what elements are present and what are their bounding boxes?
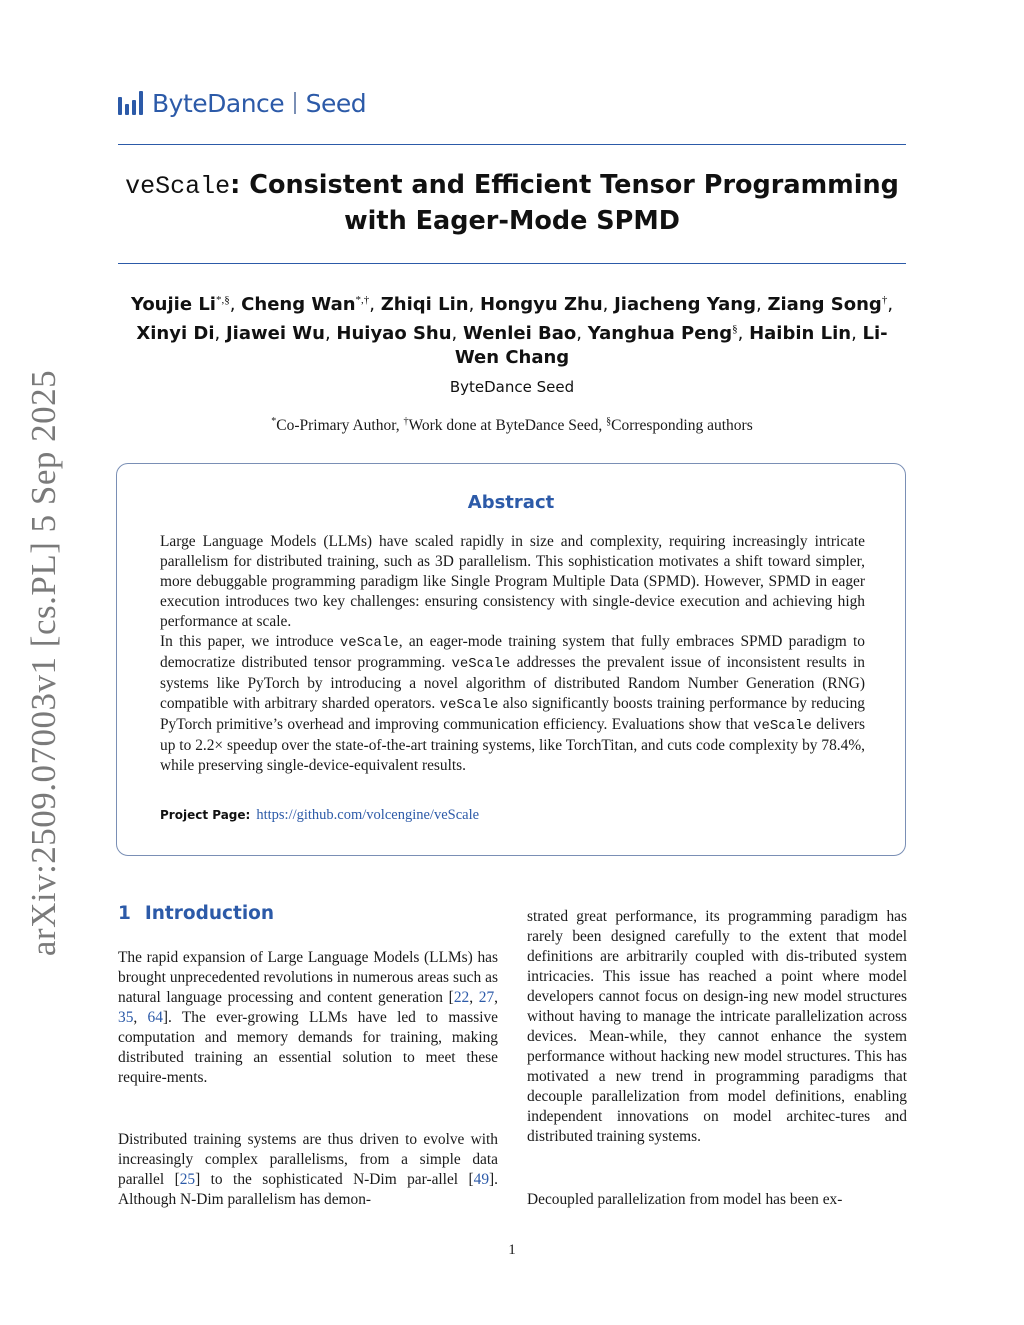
- intro-left-paragraph-2: Distributed training systems are thus driven to evolve with increasingly complex parallelisms, from a simple data parallel [25] to the sophisticated N-Dim par-allel [49]. Although N-Dim parallelism has demon-: [118, 1131, 498, 1208]
- title-line2: with Eager-Mode SPMD: [344, 206, 680, 236]
- logo-brand-text: ByteDance: [152, 88, 285, 118]
- author-name: Xinyi Di: [136, 323, 215, 344]
- title-line1-rest: : Consistent and Efficient Tensor Programming: [230, 170, 899, 200]
- author-affiliation-mark: §: [732, 323, 738, 335]
- intro-right-paragraph-1: strated great performance, its programming paradigm has rarely been designed carefully to the extent that model definitions are arbitrarily coupled with dis-tributed system intricacies. This issue has reached a point where model developers cannot focus on design-ing new model structures without having to manage the intricate parallelization across devices. Mean-while, they cannot enhance the system performance without hacking new model structures. This has motivated a new trend in programming paradigms that decouple parallelization from model definitions, enabling independent innovations on model architec-tures and distributed training systems.: [527, 908, 907, 1145]
- author-affiliation-mark: *,†: [355, 294, 370, 306]
- author-name: Li-Wen Chang: [454, 323, 888, 368]
- code-vescale: veScale: [339, 635, 399, 651]
- arxiv-identifier-stamp: arXiv:2509.07003v1 [cs.PL] 5 Sep 2025: [24, 369, 63, 957]
- author-name: Wenlei Bao: [463, 323, 577, 344]
- author-name: Jiawei Wu: [225, 323, 325, 344]
- author-name: Jiacheng Yang: [614, 294, 756, 315]
- abstract-heading: Abstract: [467, 492, 555, 513]
- section-number: 1: [118, 903, 131, 924]
- author-name: Yanghua Peng: [587, 323, 733, 344]
- bytedance-seed-logo: [118, 88, 366, 118]
- citation-link[interactable]: 64: [147, 1009, 163, 1026]
- note-text-3: Corresponding authors: [611, 417, 753, 435]
- page-number: 1: [508, 1242, 516, 1258]
- logo-separator: [294, 92, 296, 114]
- title-top-rule: [118, 144, 906, 145]
- citation-link[interactable]: 25: [179, 1171, 196, 1188]
- project-page-label: Project Page:: [160, 808, 251, 822]
- code-vescale: veScale: [753, 718, 812, 734]
- code-vescale: veScale: [451, 656, 511, 672]
- citation-link[interactable]: 49: [473, 1171, 490, 1188]
- author-list: Youjie Li*,§, Cheng Wan*,†, Zhiqi Lin, Hongyu Zhu, Jiacheng Yang, Ziang Song†, Xinyi Di, Jiawei Wu, Huiyao Shu, Wenlei Bao, Yanghua Peng§, Haibin Lin, Li-Wen Chang: [130, 294, 894, 368]
- project-page-link[interactable]: https://github.com/volcengine/veScale: [256, 807, 480, 823]
- note-text-2: Work done at ByteDance Seed,: [408, 417, 607, 435]
- abstract-paragraph-1: Large Language Models (LLMs) have scaled rapidly in size and complexity, requiring increasingly intricate parallelism for distributed training, such as 3D parallelism. This sophistication motivates a shift toward simpler, more debuggable programming paradigm like Single Program Multiple Data (SPMD). However, SPMD in eager execution introduces two key challenges: ensuring consistency with single-device execution and achieving high performance at scale.: [160, 533, 865, 630]
- title-bottom-rule: [118, 263, 906, 264]
- author-name: Cheng Wan: [241, 294, 356, 315]
- project-page-line: [160, 807, 479, 824]
- author-affiliation-mark: †: [881, 294, 888, 306]
- citation-link[interactable]: 35: [118, 1009, 134, 1026]
- abstract-box: [116, 463, 906, 856]
- section-heading-introduction: [118, 903, 274, 924]
- note-mark-1: *: [271, 416, 277, 427]
- citation-link[interactable]: 22: [453, 989, 470, 1006]
- code-vescale: veScale: [439, 697, 499, 713]
- author-name: Haibin Lin: [749, 323, 852, 344]
- title-system-name: veScale: [125, 172, 231, 201]
- author-footnotes: [118, 416, 906, 435]
- intro-left-paragraph-1: The rapid expansion of Large Language Models (LLMs) has brought unprecedented revolutions in numerous areas such as natural language processing and content generation [22, 27, 35, 64]. The ever-growing LLMs have led to massive computation and memory demands for training, making distributed training an essential solution to meet these require-ments.: [118, 949, 498, 1086]
- paper-title: [118, 168, 906, 238]
- intro-right-paragraph-2: Decoupled parallelization from model has been ex-: [527, 1191, 843, 1208]
- citation-link[interactable]: 27: [478, 989, 495, 1006]
- author-name: Hongyu Zhu: [480, 294, 603, 315]
- affiliation: ByteDance Seed: [449, 378, 575, 396]
- logo-bars-icon: [118, 91, 143, 115]
- abstract-paragraph-2: In this paper, we introduce veScale, an eager-mode training system that fully embraces SPMD paradigm to democratize distributed tensor programming. veScale addresses the prevalent issue of inconsistent results in systems like PyTorch by introducing a novel algorithm of distributed Random Number Generation (RNG) compatible with arbitrary sharded operators. veScale also significantly boosts training performance by reducing PyTorch primitive’s overhead and improving communication efficiency. Evaluations show that veScale delivers up to 2.2× speedup over the state-of-the-art training systems, like TorchTitan, and cuts code complexity by 78.4%, while preserving single-device-equivalent results.: [160, 633, 865, 774]
- note-mark-2: †: [403, 416, 409, 427]
- note-text-1: Co-Primary Author,: [276, 417, 404, 435]
- logo-sub-text: Seed: [305, 88, 367, 118]
- author-name: Huiyao Shu: [336, 323, 452, 344]
- author-name: Ziang Song: [767, 294, 882, 315]
- author-affiliation-mark: *,§: [215, 294, 230, 306]
- author-name: Zhiqi Lin: [380, 294, 469, 315]
- author-name: Youjie Li: [130, 294, 216, 315]
- section-title: Introduction: [144, 903, 275, 924]
- note-mark-3: §: [606, 416, 612, 427]
